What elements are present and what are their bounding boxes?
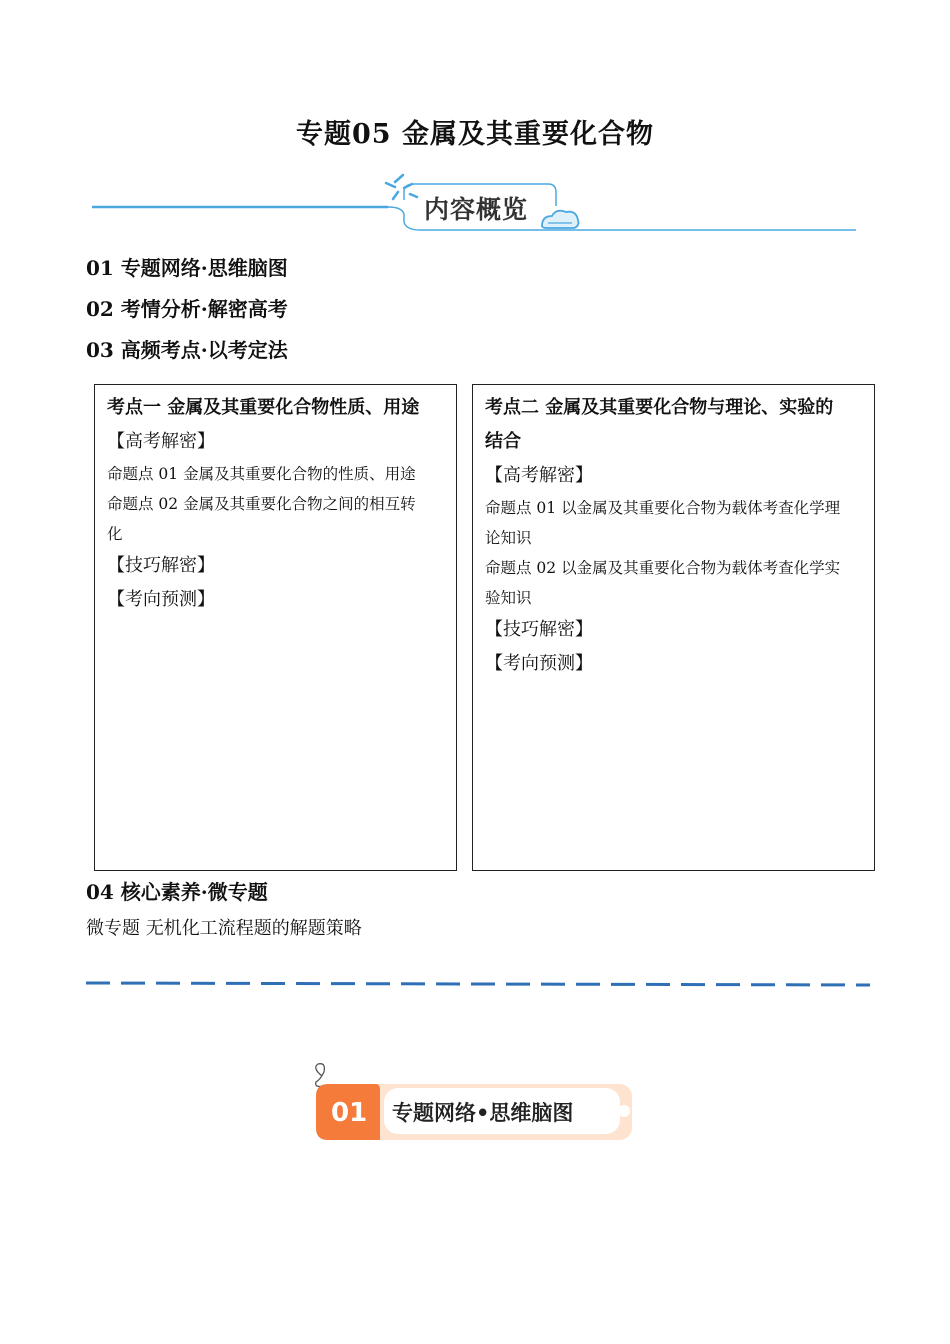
cloud-icon bbox=[542, 211, 579, 228]
point-two-forecast: 【考向预测】 bbox=[485, 653, 593, 674]
point-two-decode: 【高考解密】 bbox=[485, 465, 593, 486]
point-one-proposition-01: 命题点 01 金属及其重要化合物的性质、用途 bbox=[107, 465, 416, 483]
section-01-number: 01 bbox=[331, 1098, 368, 1128]
point-two-proposition-02-line1: 命题点 02 以金属及其重要化合物为载体考查化学实 bbox=[485, 559, 841, 577]
point-one-proposition-02-line2: 化 bbox=[107, 525, 123, 543]
overview-label: 内容概览 bbox=[424, 195, 529, 224]
dashed-divider bbox=[86, 978, 870, 990]
toc-item-01: 01 专题网络·思维脑图 bbox=[86, 256, 288, 280]
point-two-proposition-01-line1: 命题点 01 以金属及其重要化合物为载体考查化学理 bbox=[485, 499, 841, 517]
point-two-proposition-02-line2: 验知识 bbox=[485, 589, 532, 607]
badge-dot bbox=[618, 1105, 630, 1117]
point-two-skills: 【技巧解密】 bbox=[485, 619, 593, 640]
point-one-proposition-02-line1: 命题点 02 金属及其重要化合物之间的相互转 bbox=[107, 495, 416, 513]
page-title: 专题05 金属及其重要化合物 bbox=[296, 119, 654, 150]
point-two-proposition-01-line2: 论知识 bbox=[485, 529, 532, 547]
point-one-box bbox=[94, 384, 457, 871]
sparkle-icon bbox=[386, 175, 417, 199]
point-two-heading-line2: 结合 bbox=[485, 431, 521, 452]
toc-item-03: 03 高频考点·以考定法 bbox=[86, 338, 288, 362]
toc-item-04: 04 核心素养·微专题 bbox=[86, 880, 268, 904]
point-two-heading-line1: 考点二 金属及其重要化合物与理论、实验的 bbox=[485, 397, 834, 418]
micro-topic-item: 微专题 无机化工流程题的解题策略 bbox=[86, 918, 362, 939]
point-one-heading: 考点一 金属及其重要化合物性质、用途 bbox=[107, 397, 420, 418]
toc-item-02: 02 考情分析·解密高考 bbox=[86, 297, 288, 321]
point-one-decode: 【高考解密】 bbox=[107, 431, 215, 452]
curl-icon bbox=[316, 1064, 325, 1087]
section-01-label: 专题网络•思维脑图 bbox=[392, 1101, 574, 1125]
point-two-box bbox=[472, 384, 875, 871]
point-one-forecast: 【考向预测】 bbox=[107, 589, 215, 610]
point-one-skills: 【技巧解密】 bbox=[107, 555, 215, 576]
